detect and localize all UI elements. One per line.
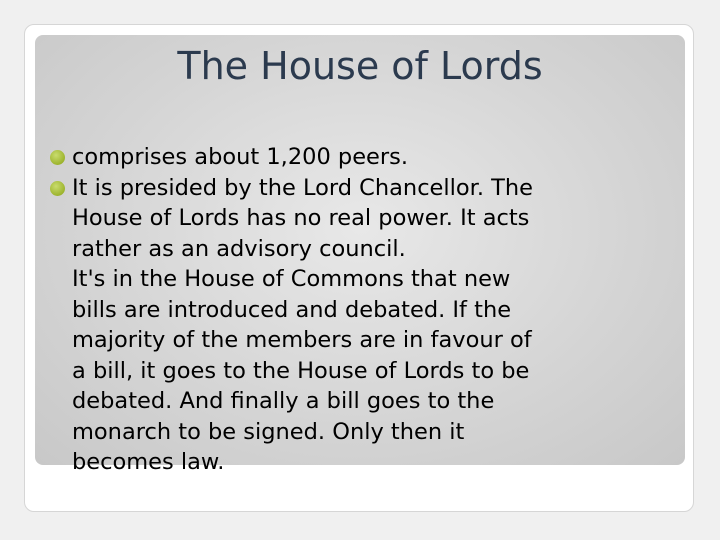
bullet-dot-icon xyxy=(50,181,65,196)
bullet-text-line: majority of the members are in favour of xyxy=(72,327,532,353)
bullet-text-line: It's in the House of Commons that new xyxy=(72,266,511,292)
bullet-text-line: House of Lords has no real power. It acts xyxy=(72,205,530,231)
bullet-text-line: It is presided by the Lord Chancellor. The xyxy=(72,174,534,201)
bullet-text-line: bills are introduced and debated. If the xyxy=(72,296,512,323)
bullet-item xyxy=(0,173,700,478)
bullet-text-line: monarch to be signed. Only then it xyxy=(72,418,465,445)
bullet-list xyxy=(0,142,700,478)
bullet-dot-icon xyxy=(50,150,65,165)
slide-title: The House of Lords xyxy=(177,44,543,88)
bullet-text-line: a bill, it goes to the House of Lords to be xyxy=(72,357,530,384)
bullet-text-line: rather as an advisory council. xyxy=(72,235,406,262)
title-area xyxy=(0,0,720,140)
bullet-text-line: comprises about 1,200 peers. xyxy=(72,144,409,170)
bullet-text-line: debated. And finally a bill goes to the xyxy=(72,388,495,414)
bullet-text-line: becomes law. xyxy=(72,449,225,475)
bullet-item xyxy=(0,142,700,173)
